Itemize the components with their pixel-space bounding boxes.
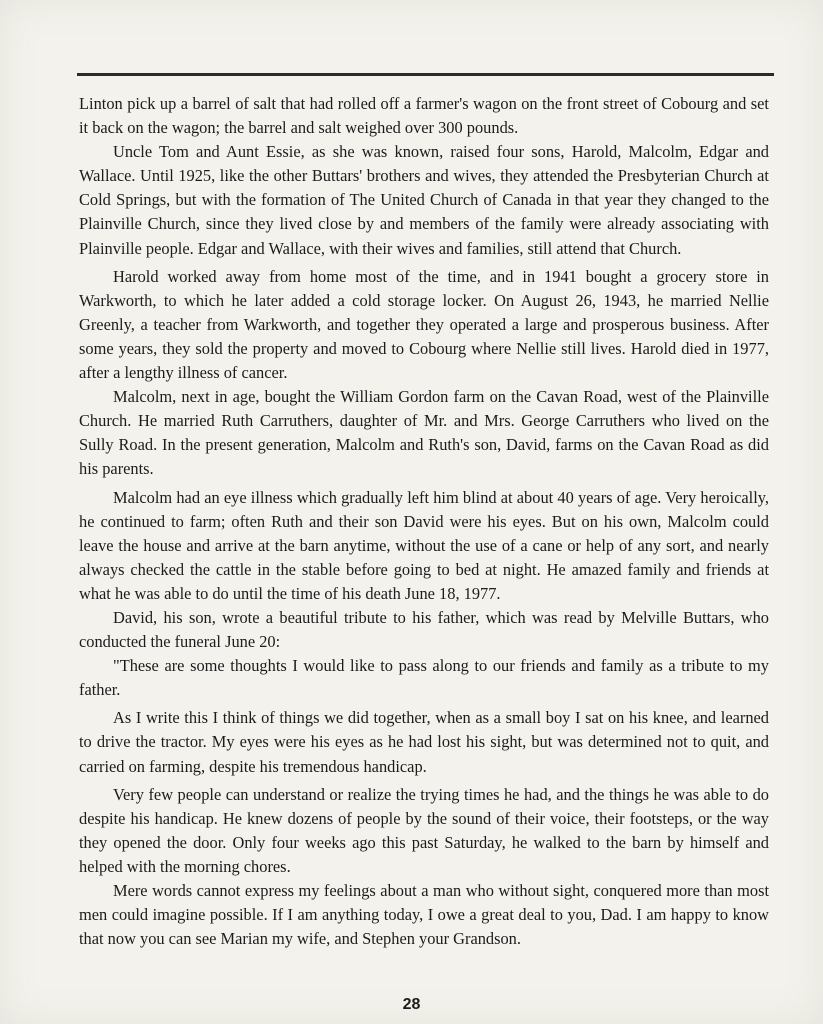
paragraph: Malcolm had an eye illness which gradually left him blind at about 40 years of age. Very heroically, he continued to farm; often Ruth and their son David were his eyes. But on his own, Malcolm could leave the house and arrive at the barn anytime, without the use of a cane or help of any sort, and nearly always checked the cattle in the stable before going to bed at night. He amazed family and friends at what he was able to do until the time of his death June 18, 1977. <box>79 487 769 603</box>
header-rule <box>77 73 774 76</box>
paragraph: Linton pick up a barrel of salt that had rolled off a farmer's wagon on the front street of Cobourg and set it back on the wagon; the barrel and salt weighed over 300 pounds. <box>79 94 769 138</box>
paragraph: Malcolm, next in age, bought the William Gordon farm on the Cavan Road, west of the Plainville Church. He married Ruth Carruthers, daughter of Mr. and Mrs. George Carruthers who lived on the Sully Road. In the present generation, Malcolm and Ruth's son, David, farms on the Cavan Road as did his parents. <box>79 387 769 479</box>
body-text <box>79 92 769 951</box>
paragraph: Uncle Tom and Aunt Essie, as she was known, raised four sons, Harold, Malcolm, Edgar and Wallace. Until 1925, like the other Buttars' brothers and wives, they attended the Presbyterian Church at Cold Springs, but with the formation of The United Church of Canada in that year they changed to the Plainville Church, since they lived close by and members of the family were already associating with Plainville people. Edgar and Wallace, with their wives and families, still attend that Church. <box>79 142 769 258</box>
paragraph: "These are some thoughts I would like to pass along to our friends and family as a tribute to my father. <box>79 656 769 700</box>
paragraph: Harold worked away from home most of the time, and in 1941 bought a grocery store in Warkworth, to which he later added a cold storage locker. On August 26, 1943, he married Nellie Greenly, a teacher from Warkworth, and together they operated a large and prosperous business. After some years, they sold the property and moved to Cobourg where Nellie still lives. Harold died in 1977, after a lengthy illness of cancer. <box>79 266 769 383</box>
paragraph: David, his son, wrote a beautiful tribute to his father, which was read by Melville Buttars, who conducted the funeral June 20: <box>79 607 769 652</box>
paragraph: As I write this I think of things we did together, when as a small boy I sat on his knee, and learned to drive the tractor. My eyes were his eyes as he had lost his sight, but was determined not to quit, and carried on farming, despite his tremendous handicap. <box>79 708 769 776</box>
paragraph: Mere words cannot express my feelings about a man who without sight, conquered more than most men could imagine possible. If I am anything today, I owe a great deal to you, Dad. I am happy to know that now you can see Marian my wife, and Stephen your Grandson. <box>79 881 769 949</box>
paragraph: Very few people can understand or realize the trying times he had, and the things he was able to do despite his handicap. He knew dozens of people by the sound of their voice, their footsteps, or the way they opened the door. Only four weeks ago this past Saturday, he walked to the barn by himself and helped with the morning chores. <box>79 784 769 876</box>
page-number: 28 <box>402 996 421 1013</box>
